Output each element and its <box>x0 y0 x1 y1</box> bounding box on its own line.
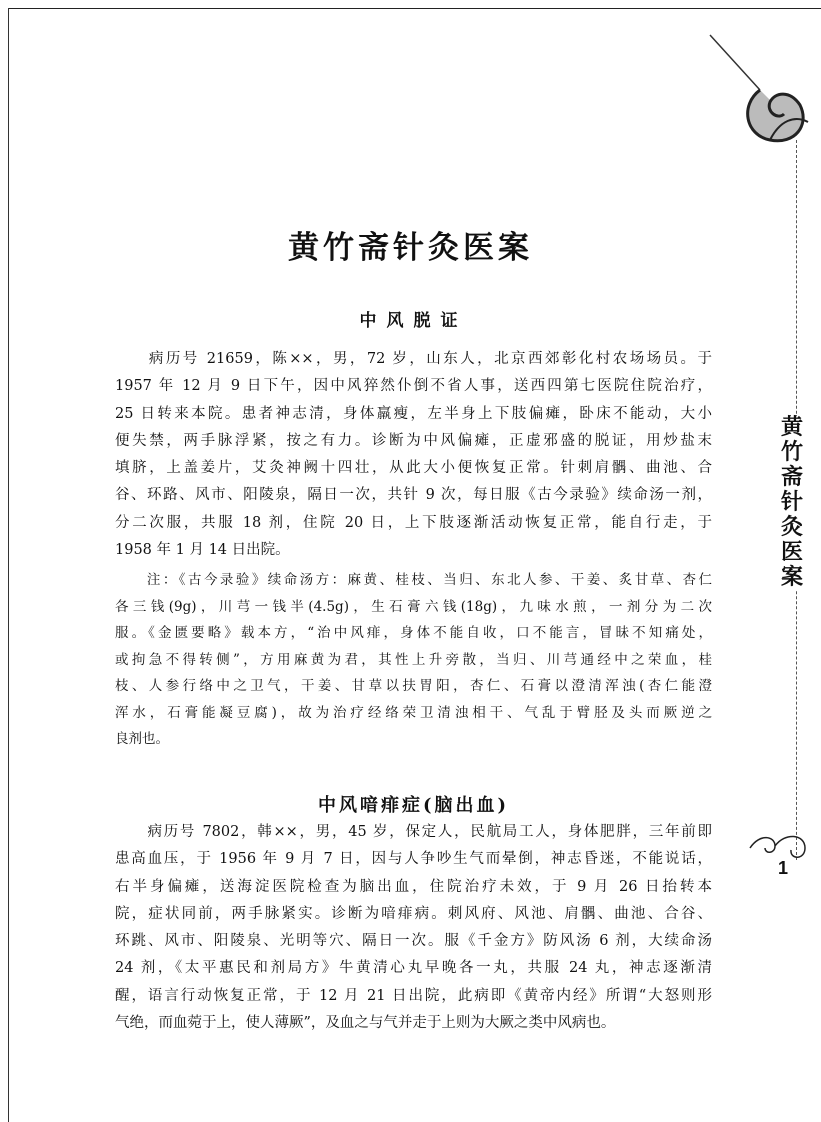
page-top-border <box>8 8 821 9</box>
text-line: 服。《金匮要略》载本方，“治中风痱，身体不能自收，口不能言，冒昧不知痛处， <box>115 625 712 641</box>
case-paragraph <box>115 819 712 1037</box>
page-number: 1 <box>778 858 789 878</box>
text-line: 便失禁，两手脉浮紧，按之有力。诊断为中风偏瘫，正虚邪盛的脱证，用炒盐末 <box>115 432 712 449</box>
page-left-border <box>8 8 9 1122</box>
text-line: 1957 年 12 月 9 日下午，因中风猝然仆倒不省人事，送西四第七医院住院治疗， <box>115 378 712 395</box>
case-paragraph <box>115 346 712 564</box>
text-line: 醒，语言行动恢复正常，于 12 月 21 日出院，此病即《黄帝内经》所谓“大怒则形 <box>115 987 712 1004</box>
text-line: 各三钱(9g)，川芎一钱半(4.5g)，生石膏六钱(18g)，九味水煎，一剂分为二次 <box>115 598 712 615</box>
text-line: 气绝，而血菀于上，使人薄厥”，及血之与气并走于上则为大厥之类中风病也。 <box>115 1015 616 1032</box>
text-line: 院，症状同前，两手脉紧实。诊断为喑痱病。刺风府、风池、肩髃、曲池、合谷、 <box>115 905 712 922</box>
text-line: 24 剂，《太平惠民和剂局方》牛黄清心丸早晚各一丸，共服 24 丸，神志逐渐清 <box>115 960 712 977</box>
text-line: 环跳、风市、阳陵泉、光明等穴、隔日一次。服《千金方》防风汤 6 剂，大续命汤 <box>115 933 712 950</box>
text-line: 分二次服，共服 18 剂，住院 20 日，上下肢逐渐活动恢复正常，能自行走，于 <box>115 514 712 531</box>
text-line: 病历号 21659，陈××，男，72 岁，山东人，北京西郊彰化村农场场员。于 <box>115 351 712 367</box>
crane-ornament-icon <box>700 30 815 150</box>
section-heading: 中风喑痱症(脑出血) <box>317 795 510 816</box>
text-line: 1958 年 1 月 14 日出院。 <box>115 542 290 559</box>
text-line: 25 日转来本院。患者神志清，身体羸瘦，左半身上下肢偏瘫，卧床不能动，大小 <box>115 405 712 422</box>
text-line: 右半身偏瘫，送海淀医院检查为脑出血，住院治疗未效，于 9 月 26 日抬转本 <box>115 878 712 895</box>
text-line: 病历号 7802，韩××，男，45 岁，保定人，民航局工人，身体肥胖，三年前即 <box>115 824 712 840</box>
text-line: 注：《古今录验》续命汤方：麻黄、桂枝、当归、东北人参、干姜、炙甘草、杏仁 <box>115 572 712 588</box>
text-line: 枝、人参行络中之卫气，干姜、甘草以扶胃阳，杏仁、石膏以澄清浑浊(杏仁能澄 <box>115 678 712 694</box>
text-line: 填脐，上盖姜片，艾灸神阙十四壮，从此大小便恢复正常。针刺肩髃、曲池、合 <box>115 460 712 477</box>
note-paragraph <box>115 567 712 753</box>
side-running-title: 黄竹斋针灸医案 <box>780 415 803 590</box>
section-heading: 中风脱证 <box>359 311 468 331</box>
page-title: 黄竹斋针灸医案 <box>288 230 533 266</box>
text-line: 良剂也。 <box>115 731 169 747</box>
text-line: 浑水，石膏能凝豆腐)，故为治疗经络荣卫清浊相干、气乱于臂胫及头而厥逆之 <box>115 704 712 721</box>
text-line: 患高血压，于 1956 年 9 月 7 日，因与人争吵生气而晕倒，神志昏迷，不能说话， <box>115 851 712 868</box>
text-line: 或拘急不得转侧”，方用麻黄为君，其性上升旁散，当归、川芎通经中之荣血，桂 <box>115 651 712 668</box>
text-line: 谷、环路、风市、阳陵泉，隔日一次，共针 9 次，每日服《古今录验》续命汤一剂， <box>115 487 712 504</box>
